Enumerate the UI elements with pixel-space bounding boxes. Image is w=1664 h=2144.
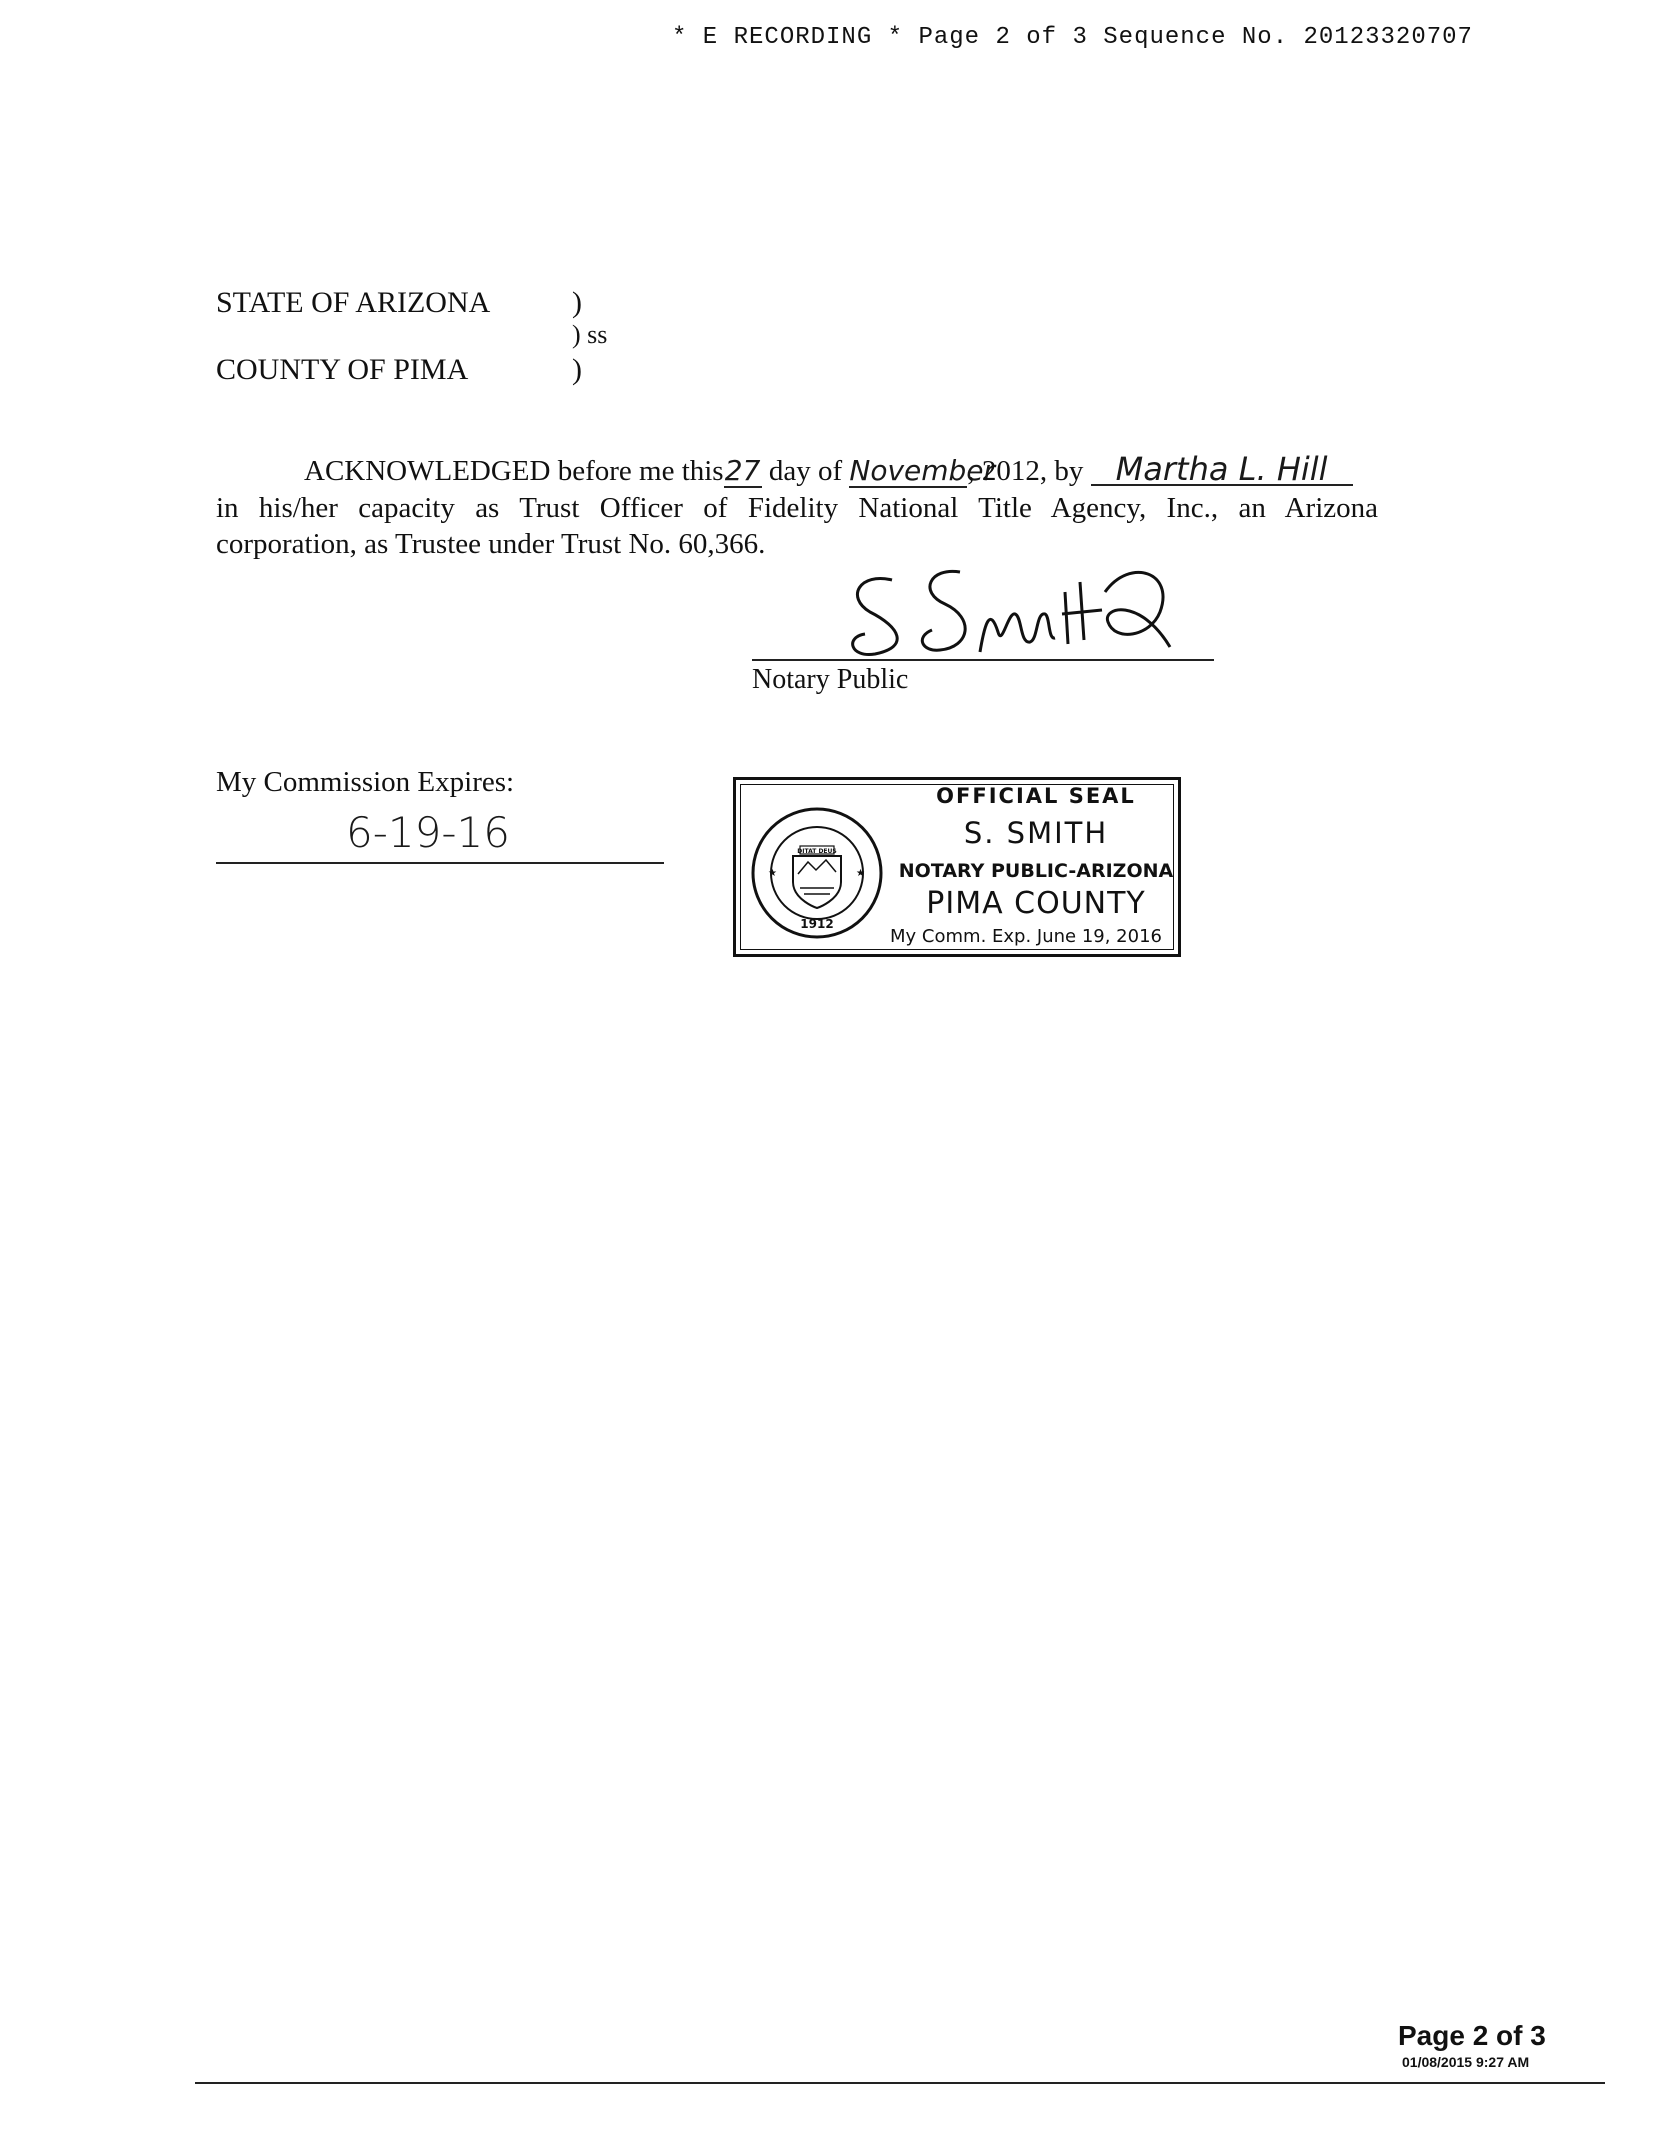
footer-divider <box>195 2082 1605 2084</box>
ack-year-by: , 2012, by <box>967 455 1084 487</box>
venue-ss: ) ss <box>572 320 608 349</box>
recording-header: * E RECORDING * Page 2 of 3 Sequence No. 20123320707 <box>672 24 1473 51</box>
notary-signature-line <box>752 659 1214 661</box>
ack-line-1 <box>304 450 1353 489</box>
commission-date-line <box>216 862 664 864</box>
official-seal-stamp <box>733 777 1181 957</box>
seal-name: S. SMITH <box>963 816 1109 850</box>
seal-county: PIMA COUNTY <box>926 886 1146 921</box>
seal-motto: DITAT DEUS <box>797 848 837 855</box>
ack-signer-handwritten: Martha L. Hill <box>1091 454 1353 486</box>
notary-signature-scribble <box>840 552 1180 662</box>
ack-day-handwritten: 27 <box>724 454 761 487</box>
commission-label: My Commission Expires: <box>216 766 515 798</box>
seal-role: NOTARY PUBLIC-ARIZONA <box>898 860 1174 882</box>
ack-line-2: in his/her capacity as Trust Officer of Fidelity National Title Agency, Inc., an Arizona <box>216 492 1378 524</box>
footer-timestamp: 01/08/2015 9:27 AM <box>1402 2054 1530 2070</box>
seal-star-left: ★ <box>768 868 777 879</box>
venue-paren-open: ) <box>572 286 582 319</box>
ack-month-handwritten: November <box>849 454 996 487</box>
ack-day-of: day of <box>768 455 843 487</box>
notary-public-label: Notary Public <box>752 664 909 695</box>
venue-state: STATE OF ARIZONA <box>216 286 491 319</box>
arizona-state-seal-emblem <box>748 804 886 942</box>
ack-line-3: corporation, as Trustee under Trust No. 60,366. <box>216 528 766 560</box>
seal-star-right: ★ <box>856 868 865 879</box>
seal-title: OFFICIAL SEAL <box>936 784 1136 808</box>
seal-expiry: My Comm. Exp. June 19, 2016 <box>890 926 1162 947</box>
notary-signature <box>840 552 1180 662</box>
venue-paren-close: ) <box>572 353 582 386</box>
venue-county: COUNTY OF PIMA <box>216 353 469 386</box>
commission-date-handwritten: 6-19-16 <box>346 808 510 857</box>
ack-lead: ACKNOWLEDGED before me this <box>304 455 724 487</box>
footer-page-number: Page 2 of 3 <box>1398 2020 1546 2051</box>
arizona-seal-icon <box>748 804 886 942</box>
seal-year: 1912 <box>800 917 834 931</box>
